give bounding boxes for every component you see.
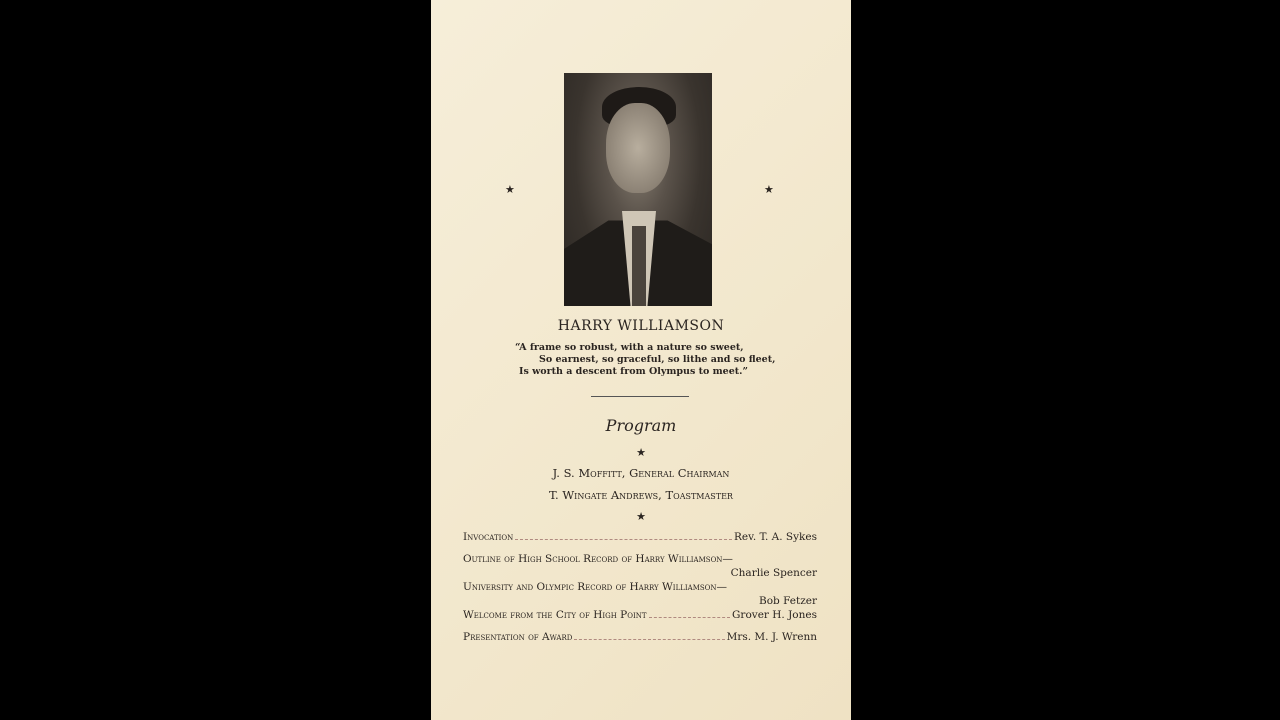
honoree-name: HARRY WILLIAMSON [557,318,725,334]
program-item [463,581,817,593]
program-page [431,0,851,720]
item-speaker: Grover H. Jones [732,609,817,621]
star-icon: ★ [636,510,646,523]
item-speaker: Charlie Spencer [730,567,817,579]
item-title: Invocation [463,531,514,543]
program-item [463,531,817,543]
star-icon: ★ [636,446,646,459]
poem-line: So earnest, so graceful, so lithe and so fleet, [539,354,776,365]
program-heading: Program [605,416,677,435]
star-icon: ★ [764,183,774,196]
program-item [463,631,817,643]
program-item [463,609,817,621]
program-item [463,553,817,565]
general-chairman: J. S. Moffitt, General Chairman [552,466,730,480]
poem-line: “A frame so robust, with a nature so sweet, [515,342,744,353]
item-title: University and Olympic Record of Harry Williamson— [463,581,728,593]
star-icon: ★ [505,183,515,196]
item-title: Outline of High School Record of Harry Williamson— [463,553,733,565]
item-speaker: Rev. T. A. Sykes [734,531,817,543]
item-speaker: Bob Fetzer [758,595,817,607]
item-speaker: Mrs. M. J. Wrenn [726,631,817,643]
toastmaster: T. Wingate Andrews, Toastmaster [549,488,733,502]
item-title: Presentation of Award [463,631,573,643]
divider [591,396,689,397]
portrait-photo [564,73,712,306]
item-title: Welcome from the City of High Point [463,609,647,621]
poem-line: Is worth a descent from Olympus to meet.” [519,366,748,377]
